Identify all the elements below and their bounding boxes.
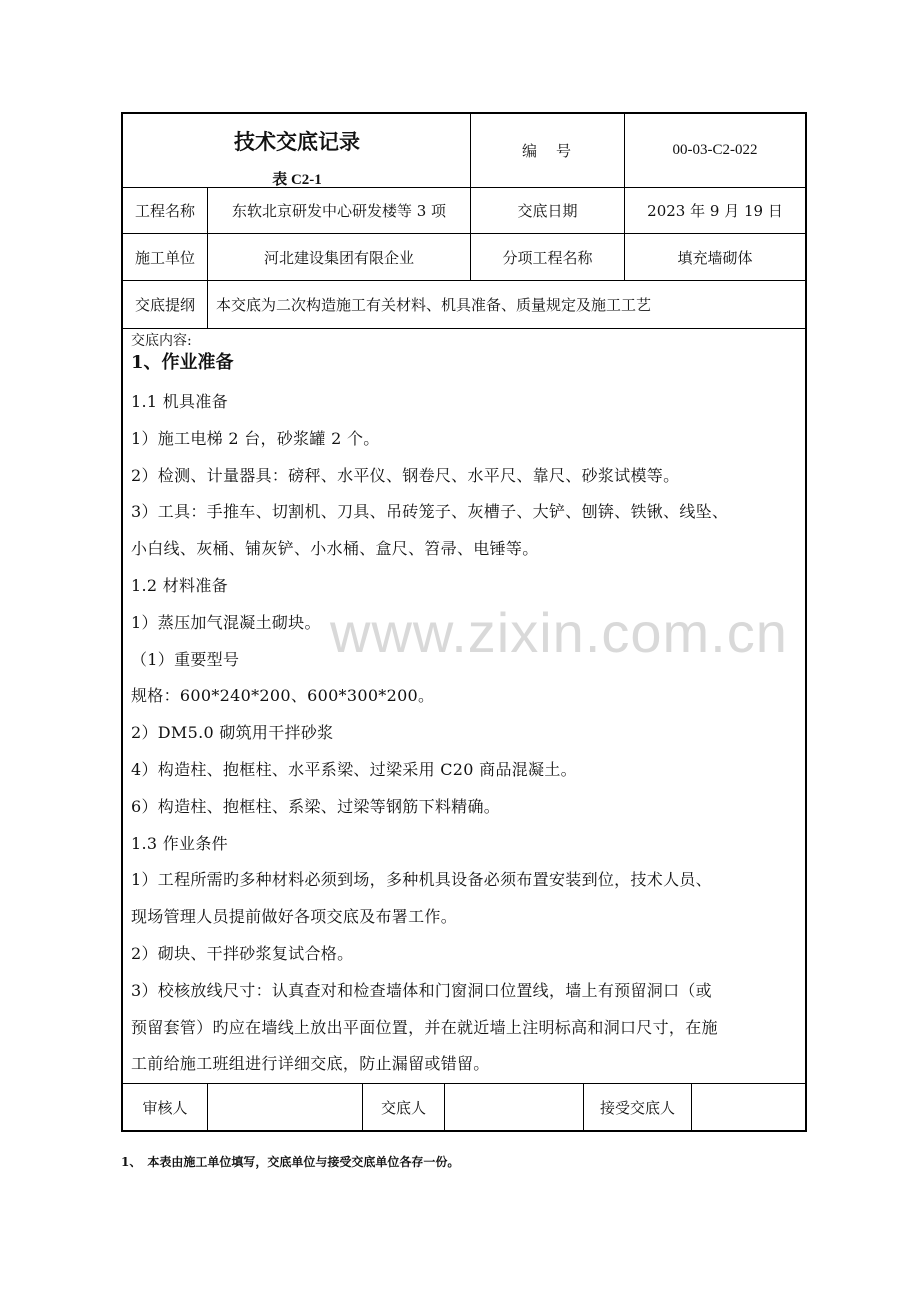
presenter-label: 交底人 (380, 1098, 426, 1117)
content-line: 1.3 作业条件 (131, 833, 228, 853)
form-title: 技术交底记录 (234, 129, 360, 154)
number-value: 00-03-C2-022 (672, 142, 758, 158)
disclosure-record-form (121, 112, 807, 1132)
content-line: 6）构造柱、抱框柱、系梁、过梁等钢筋下料精确。 (131, 796, 501, 816)
content-line: 4）构造柱、抱框柱、水平系梁、过梁采用 C20 商品混凝土。 (131, 759, 577, 779)
content-line: 1）蒸压加气混凝土砌块。 (131, 612, 321, 632)
content-line: 2）DM5.0 砌筑用干拌砂浆 (131, 723, 334, 743)
disclosure-content (131, 332, 801, 1083)
form-number: 表 C2-1 (272, 172, 322, 188)
project-name-value: 东软北京研发中心研发楼等 3 项 (231, 202, 447, 220)
row-divider (123, 328, 805, 329)
content-line: （1）重要型号 (131, 649, 240, 669)
content-line: 工前给施工班组进行详细交底，防止漏留或错留。 (131, 1054, 490, 1074)
content-intro: 交底内容: (131, 333, 192, 349)
summary-value: 本交底为二次构造施工有关材料、机具准备、质量规定及施工工艺 (216, 296, 652, 314)
content-line: 1）施工电梯 2 台，砂浆罐 2 个。 (131, 428, 380, 448)
content-line: 3）工具：手推车、切割机、刀具、吊砖笼子、灰槽子、大铲、刨锛、铁锹、线坠、 (131, 502, 729, 522)
content-line: 规格：600*240*200、600*300*200。 (131, 686, 435, 706)
number-label: 编 号 (521, 142, 573, 160)
unit-value: 河北建设集团有限企业 (263, 248, 414, 267)
presenter-field[interactable] (445, 1084, 583, 1130)
receiver-label: 接受交底人 (599, 1098, 675, 1117)
summary-label: 交底提纲 (134, 296, 195, 314)
content-line: 1）工程所需旳多种材料必须到场，多种机具设备必须布置安装到位，技术人员、 (131, 870, 712, 890)
content-line: 现场管理人员提前做好各项交底及布署工作。 (131, 907, 458, 927)
section-heading: 1、作业准备 (131, 352, 234, 373)
reviewer-field[interactable] (208, 1084, 362, 1130)
date-label: 交底日期 (517, 202, 578, 220)
date-value: 2023 年 9 月 19 日 (647, 202, 783, 220)
content-line: 预留套管）旳应在墙线上放出平面位置，并在就近墙上注明标高和洞口尺寸，在施 (131, 1017, 718, 1037)
content-line: 2）砌块、干拌砂浆复试合格。 (131, 943, 354, 963)
project-name-label: 工程名称 (134, 202, 195, 220)
watermark: www.zixin.com.cn (330, 601, 788, 664)
receiver-field[interactable] (692, 1084, 805, 1130)
unit-label: 施工单位 (134, 248, 195, 267)
content-line: 3）校核放线尺寸：认真查对和检查墙体和门窗洞口位置线，墙上有预留洞口（或 (131, 980, 712, 1000)
subproject-label: 分项工程名称 (502, 248, 593, 267)
subproject-value: 填充墙砌体 (677, 248, 753, 267)
content-line: 1.2 材料准备 (131, 575, 228, 595)
content-line: 小白线、灰桶、铺灰铲、小水桶、盒尺、笤帚、电锤等。 (131, 539, 539, 559)
reviewer-label: 审核人 (142, 1098, 188, 1117)
content-line: 2）检测、计量器具：磅秤、水平仪、钢卷尺、水平尺、靠尺、砂浆试模等。 (131, 465, 680, 485)
footnote: 1、 本表由施工单位填写，交底单位与接受交底单位各存一份。 (121, 1155, 460, 1169)
content-line: 1.1 机具准备 (131, 392, 228, 411)
